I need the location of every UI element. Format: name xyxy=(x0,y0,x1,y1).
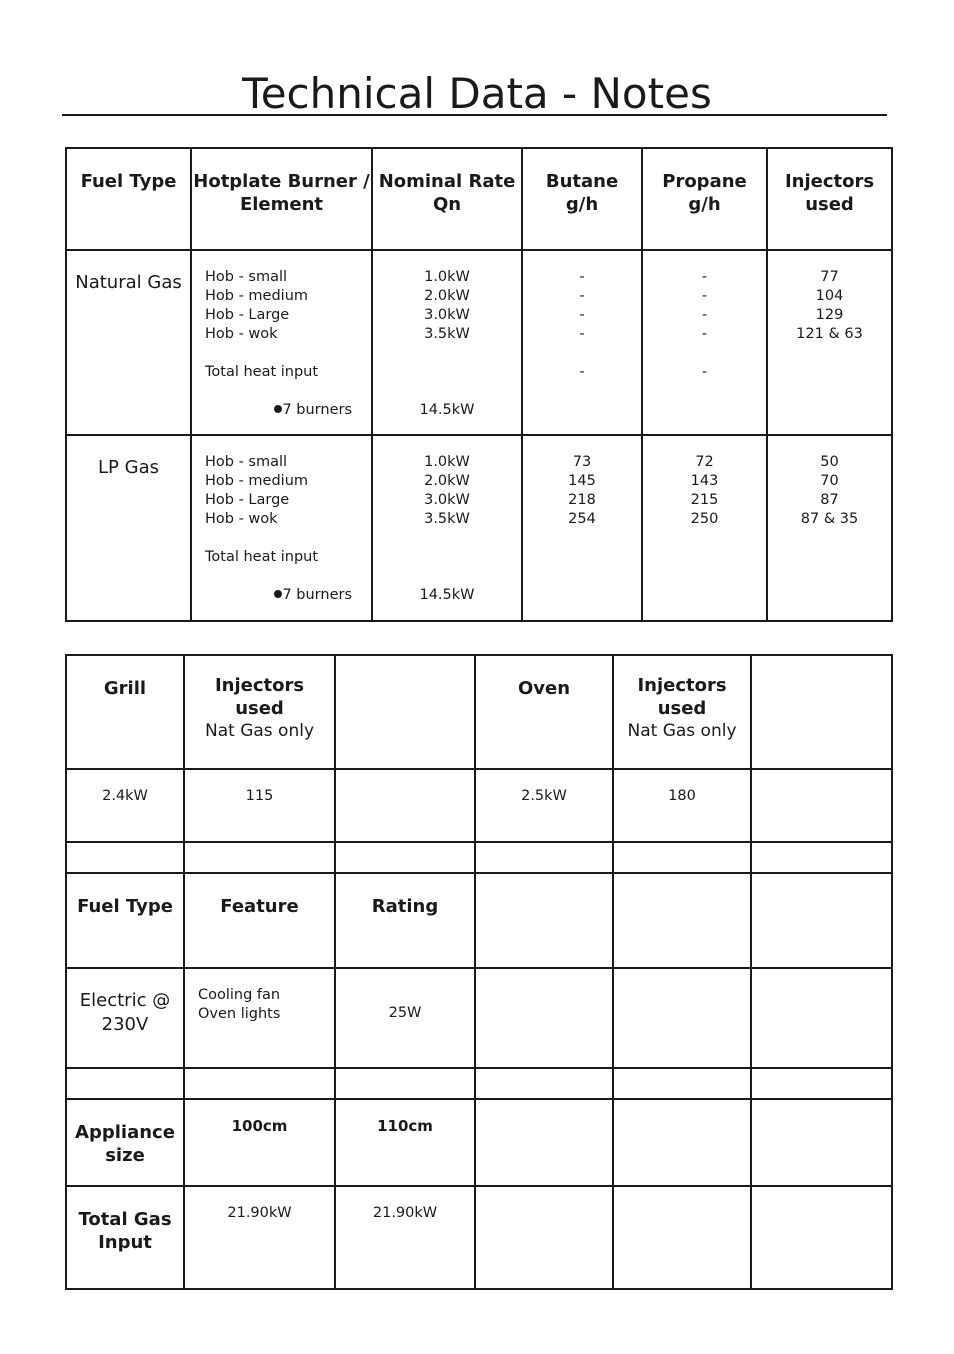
empty-cell xyxy=(475,1099,613,1186)
header-butane: Butane g/h xyxy=(522,148,642,250)
empty-cell xyxy=(613,1186,751,1289)
total-gas-label: Total Gas Input xyxy=(66,1186,184,1289)
spacer-row xyxy=(66,1068,892,1099)
header-nominal-rate: Nominal Rate Qn xyxy=(372,148,522,250)
size-110: 110cm xyxy=(335,1099,475,1186)
burner-list: Hob - small Hob - medium Hob - Large Hob - wok Total heat input 7 burners xyxy=(191,250,372,435)
header-grill: Grill xyxy=(66,655,184,769)
burner-list: Hob - small Hob - medium Hob - Large Hob - wok Total heat input 7 burners xyxy=(191,435,372,621)
empty-cell xyxy=(751,1099,892,1186)
electric-rating: 25W xyxy=(335,968,475,1068)
header-injectors: Injectors used xyxy=(767,148,892,250)
total-gas-100: 21.90kW xyxy=(184,1186,335,1289)
empty-cell xyxy=(751,769,892,842)
empty-cell xyxy=(751,968,892,1068)
header-hotplate-burner: Hotplate Burner / Element xyxy=(191,148,372,250)
fuel-natural-gas: Natural Gas xyxy=(66,250,191,435)
size-100: 100cm xyxy=(184,1099,335,1186)
hotplate-data-table xyxy=(65,147,893,622)
empty-cell xyxy=(613,1099,751,1186)
appliance-size-row xyxy=(66,1099,892,1186)
empty-cell xyxy=(475,1186,613,1289)
appliance-size-label: Appliance size xyxy=(66,1099,184,1186)
electric-row xyxy=(66,968,892,1068)
oven-rate: 2.5kW xyxy=(475,769,613,842)
empty-cell xyxy=(613,873,751,968)
nominal-rates: 1.0kW 2.0kW 3.0kW 3.5kW 14.5kW xyxy=(372,435,522,621)
empty-cell xyxy=(335,655,475,769)
grill-injector: 115 xyxy=(184,769,335,842)
table-header-row xyxy=(66,148,892,250)
electric-label: Electric @ 230V xyxy=(66,968,184,1068)
title-underline xyxy=(62,114,887,116)
propane-values: 72 143 215 250 xyxy=(642,435,767,621)
grill-oven-data-table xyxy=(65,654,893,1290)
injector-values: 77 104 129 121 & 63 xyxy=(767,250,892,435)
electric-header-row xyxy=(66,873,892,968)
empty-cell xyxy=(751,1186,892,1289)
header-oven-injectors: Injectors used Nat Gas only xyxy=(613,655,751,769)
burner-count: 7 burners xyxy=(205,586,371,605)
empty-cell xyxy=(751,873,892,968)
grill-rate: 2.4kW xyxy=(66,769,184,842)
feature-list: Cooling fan Oven lights xyxy=(184,968,335,1068)
total-gas-110: 21.90kW xyxy=(335,1186,475,1289)
page-title: Technical Data - Notes xyxy=(242,69,712,118)
empty-cell xyxy=(335,769,475,842)
empty-cell xyxy=(475,873,613,968)
table-row-natural-gas xyxy=(66,250,892,435)
butane-values: 73 145 218 254 xyxy=(522,435,642,621)
header-grill-injectors: Injectors used Nat Gas only xyxy=(184,655,335,769)
oven-injector: 180 xyxy=(613,769,751,842)
header-oven: Oven xyxy=(475,655,613,769)
table-row-lp-gas xyxy=(66,435,892,621)
empty-cell xyxy=(751,655,892,769)
header-fuel-type: Fuel Type xyxy=(66,873,184,968)
nominal-rates: 1.0kW 2.0kW 3.0kW 3.5kW 14.5kW xyxy=(372,250,522,435)
butane-values: - - - - - xyxy=(522,250,642,435)
total-gas-row xyxy=(66,1186,892,1289)
grill-oven-header-row xyxy=(66,655,892,769)
empty-cell xyxy=(613,968,751,1068)
header-feature: Feature xyxy=(184,873,335,968)
header-propane: Propane g/h xyxy=(642,148,767,250)
spacer-row xyxy=(66,842,892,873)
header-fuel-type: Fuel Type xyxy=(66,148,191,250)
grill-oven-values-row xyxy=(66,769,892,842)
burner-count: 7 burners xyxy=(205,401,371,420)
empty-cell xyxy=(475,968,613,1068)
injector-values: 50 70 87 87 & 35 xyxy=(767,435,892,621)
fuel-lp-gas: LP Gas xyxy=(66,435,191,621)
propane-values: - - - - - xyxy=(642,250,767,435)
header-rating: Rating xyxy=(335,873,475,968)
